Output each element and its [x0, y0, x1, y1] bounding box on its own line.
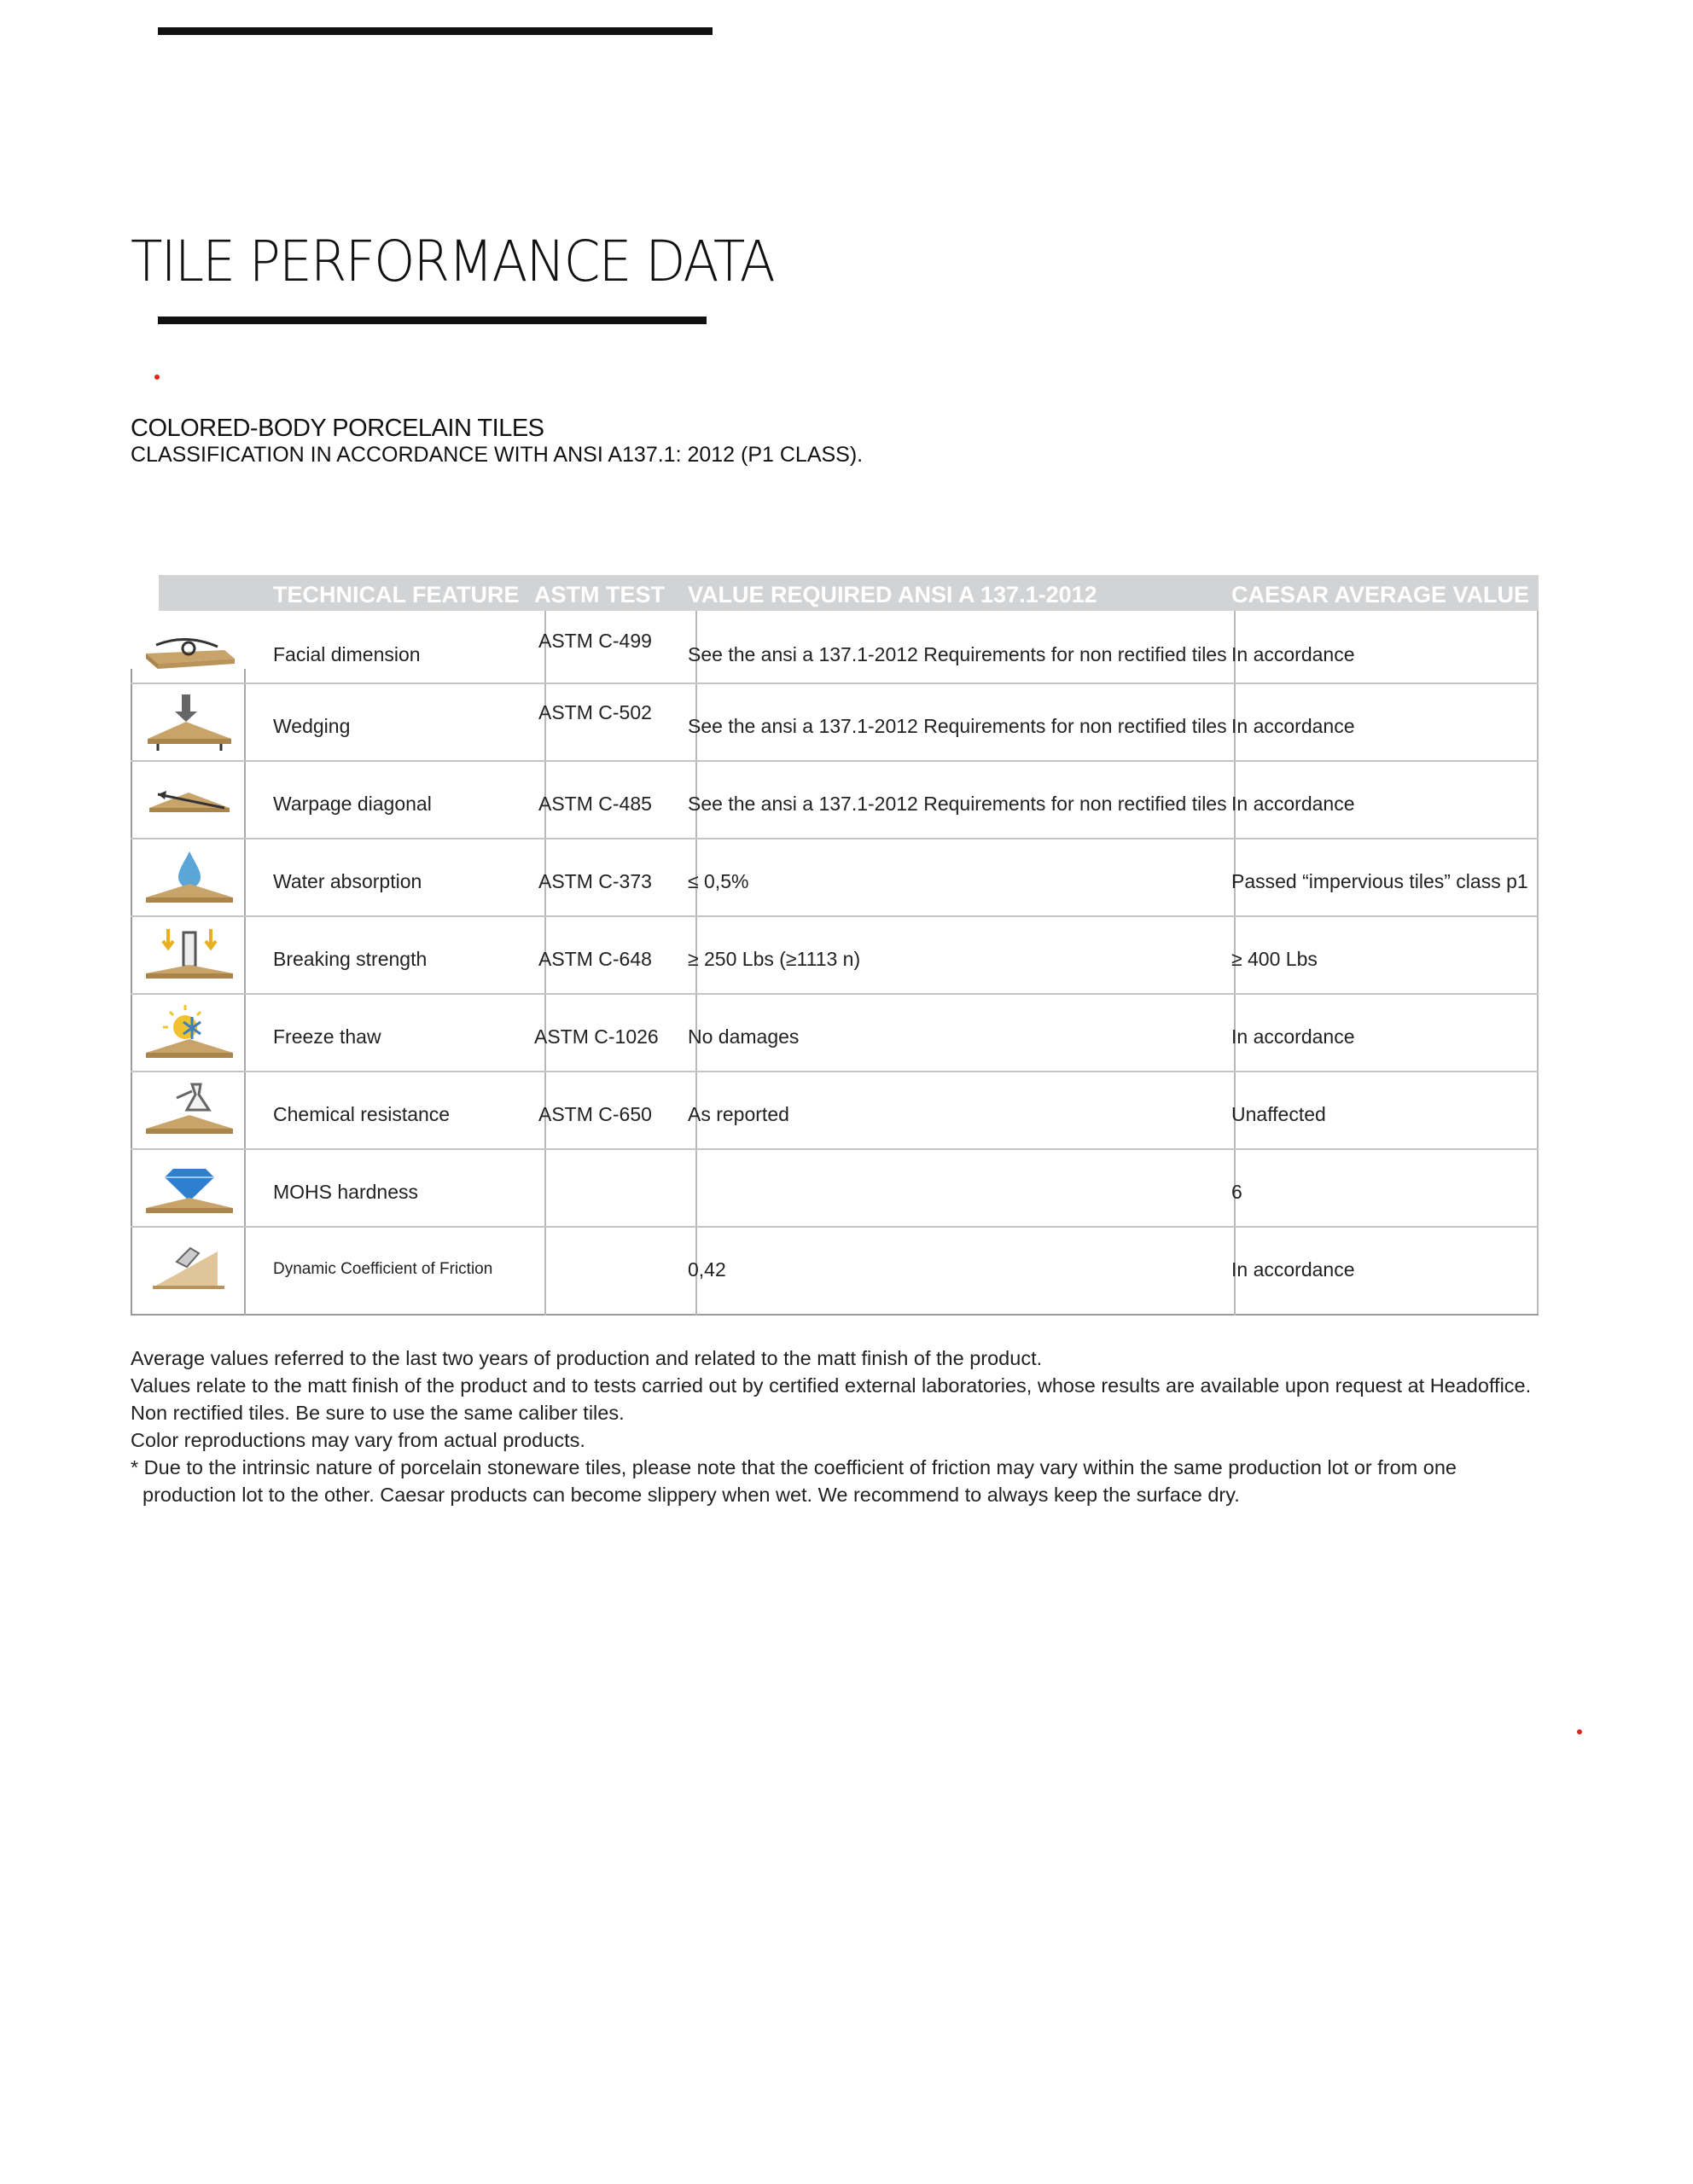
caesar-value: In accordance — [1231, 715, 1355, 737]
caesar-value: In accordance — [1231, 1258, 1355, 1281]
caesar-value: In accordance — [1231, 793, 1355, 815]
facial-dimension-icon — [139, 616, 240, 684]
table-row — [131, 1226, 1539, 1304]
friction-slope-icon — [139, 1231, 240, 1299]
feature-name: Dynamic Coefficient of Friction — [273, 1260, 493, 1278]
table-row — [131, 838, 1539, 915]
astm-test: ASTM C-1026 — [534, 1025, 659, 1048]
section-subtitle: COLORED-BODY PORCELAIN TILES — [131, 415, 544, 442]
value-required: As reported — [688, 1103, 789, 1125]
feature-name: Warpage diagonal — [273, 793, 432, 815]
chemical-flask-icon — [139, 1076, 240, 1144]
footnote: Values relate to the matt finish of the product and to tests carried out by certified external laboratories, whose results are available upon request at Headoffice. — [131, 1374, 1532, 1397]
astm-test: ASTM C-485 — [538, 793, 652, 815]
classification-text: CLASSIFICATION IN ACCORDANCE WITH ANSI A137.1: 2012 (P1 CLASS). — [131, 443, 864, 467]
table-row — [131, 611, 1539, 688]
footnote: Color reproductions may vary from actual products. — [131, 1429, 585, 1451]
header-technical-feature: TECHNICAL FEATURE — [273, 582, 520, 607]
footnote: Average values referred to the last two years of production and related to the matt finish of the product. — [131, 1347, 1043, 1369]
footnote: Non rectified tiles. Be sure to use the same caliber tiles. — [131, 1402, 625, 1424]
caesar-value: 6 — [1231, 1181, 1242, 1203]
footnotes — [131, 1345, 1581, 1508]
table-row — [131, 1148, 1539, 1226]
water-drop-icon — [139, 843, 240, 911]
table-row — [131, 915, 1539, 993]
footnote: * Due to the intrinsic nature of porcelain stoneware tiles, please note that the coefficient of friction may vary within the same production lot or from one — [131, 1456, 1457, 1478]
feature-name: Breaking strength — [273, 948, 428, 970]
feature-name: Facial dimension — [273, 643, 421, 665]
table-row — [131, 760, 1539, 838]
value-required: ≤ 0,5% — [688, 870, 749, 892]
caesar-value: In accordance — [1231, 1025, 1355, 1048]
table-row — [131, 682, 1539, 760]
astm-test: ASTM C-650 — [538, 1103, 652, 1125]
value-required: See the ansi a 137.1-2012 Requirements for non rectified tiles — [688, 793, 1227, 815]
footnote: production lot to the other. Caesar products can become slippery when wet. We recommend to always keep the surface dry. — [143, 1484, 1240, 1506]
title-underline — [158, 317, 707, 324]
caesar-value: ≥ 400 Lbs — [1231, 948, 1318, 970]
freeze-thaw-icon — [139, 998, 240, 1066]
value-required: See the ansi a 137.1-2012 Requirements for non rectified tiles — [688, 643, 1227, 665]
table-row — [131, 993, 1539, 1071]
feature-name: MOHS hardness — [273, 1181, 419, 1203]
feature-name: Wedging — [273, 715, 351, 737]
warpage-icon — [139, 765, 240, 834]
performance-table — [131, 575, 1539, 1316]
diamond-icon — [139, 1153, 240, 1222]
feature-name: Freeze thaw — [273, 1025, 381, 1048]
table-border-bottom — [131, 1314, 1539, 1316]
astm-test: ASTM C-648 — [538, 948, 652, 970]
caesar-value: In accordance — [1231, 643, 1355, 665]
caesar-value: Unaffected — [1231, 1103, 1326, 1125]
table-row — [131, 1071, 1539, 1148]
astm-test: ASTM C-502 — [538, 701, 652, 723]
feature-name: Water absorption — [273, 870, 422, 892]
header-caesar-average: CAESAR AVERAGE VALUE — [1231, 582, 1530, 607]
value-required: No damages — [688, 1025, 800, 1048]
value-required: ≥ 250 Lbs (≥1113 n) — [688, 948, 861, 970]
accent-dot — [154, 375, 160, 380]
astm-test: ASTM C-373 — [538, 870, 652, 892]
value-required: See the ansi a 137.1-2012 Requirements for non rectified tiles — [688, 715, 1227, 737]
astm-test: ASTM C-499 — [538, 630, 652, 652]
value-required: 0,42 — [688, 1258, 726, 1281]
feature-name: Chemical resistance — [273, 1103, 451, 1125]
caesar-value: Passed “impervious tiles” class p1 — [1231, 870, 1528, 892]
breaking-strength-icon — [139, 921, 240, 989]
wedging-icon — [139, 688, 240, 756]
header-astm-test: ASTM TEST — [534, 582, 665, 607]
accent-dot — [1577, 1729, 1582, 1734]
top-rule — [158, 27, 713, 35]
page-title: TILE PERFORMANCE DATA — [131, 229, 774, 294]
header-value-required: VALUE REQUIRED ANSI A 137.1-2012 — [688, 582, 1097, 607]
